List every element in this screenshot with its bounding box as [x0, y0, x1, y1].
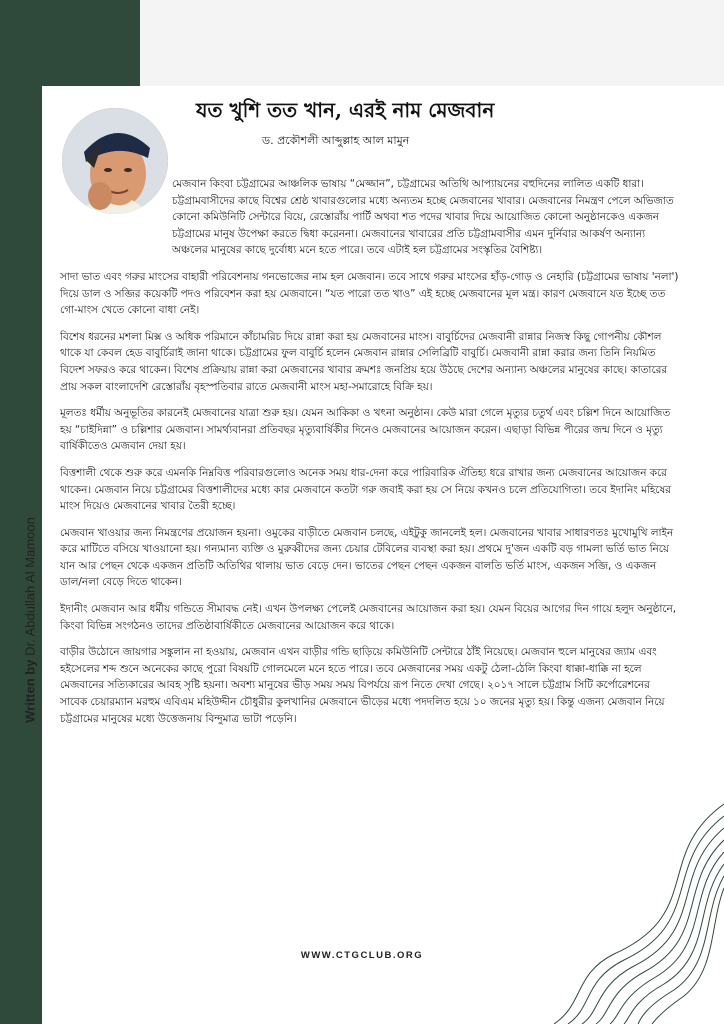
- paragraph-4: মূলতঃ ধর্মীয় অনুভূতির কারনেই মেজবানের যাত্রা শুরু হয়। যেমন আকিকা ও খৎনা অনুষ্ঠান। কেউ মারা গেলে মৃত্যুর চতুর্থ এবং চল্লিশ দিনে আয়োজিত হয় “চাইদিন্না” ও চল্লিশার মেজবান। সামর্থ্যবানরা প্রতিবছর মৃত্যুবার্ষিকীর দিনেও মেজবানের আয়োজন করেন। এছাড়া বিভিন্ন পীরের জন্ম দিনে ও মৃত্যু বার্ষিকীতেও মেজবান দেয়া হয়।: [60, 407, 671, 453]
- top-gray-band: [0, 0, 724, 86]
- author-name: ড. প্রকৌশলী আব্দুল্লাহ আল মামুন: [262, 134, 410, 147]
- footer-website: WWW.CTGCLUB.ORG: [300, 950, 424, 961]
- paragraph-1: মেজবান কিংবা চট্টগ্রামের আঞ্চলিক ভাষায় “মেজ্জান”, চট্টগ্রামের অতিথি আপ্যায়নের বহুদিনের লালিত একটি ধারা। চট্টগ্রামবাসীদের কাছে বিশ্বের শ্রেষ্ঠ খাবারগুলোর মধ্যে অন্যতম হচ্ছে মেজবানের খাবার। মেজবানের নিমন্ত্রণ পেলে অভিজাত কোনো কমিউনিটি সেন্টারে বিয়ে, রেস্তোরাঁয় পার্টি অথবা শত পদের খাবার দিয়ে আয়োজিত কোনো অনুষ্ঠানকেও একজন চট্টগ্রামের মানুষ উপেক্ষা করতে দ্বিধা করেননা। মেজবানের খাবারের প্রতি চট্টগ্রামবাসীর এমন দুর্নিবার আকর্ষণ অন্যান্য অঞ্চলের মানুষের কাছে দুর্বোধ্য মনে হতে পারে। তবে এটাই হল চট্টগ্রামের সংস্কৃতির বৈশিষ্ট্য।: [172, 178, 674, 257]
- paragraph-3: বিশেষ ধরনের মশলা মিক্স ও অধিক পরিমানে কাঁচামরিচ দিয়ে রান্না করা হয় মেজবানের মাংস। বাবুর্চিদের মেজবানী রান্নার নিজস্ব কিছু গোপনীয় কৌশল থাকে যা কেবল হেড বাবুর্চিরাই জানা থাকে। চট্টগ্রামের ফুল বাবুর্চি হলেন মেজবান রান্নার সেলিব্রিটি বাবুর্চি। মেজবানী রান্না করার জন্য তিনি নিয়মিত বিদেশ সফরও করে থাকেন। বিশেষ প্রক্রিয়ায় রান্না করা মেজবানের খাবার ক্রমশঃ জনপ্রিয় হয়ে উঠছে দেশের অন্যান্য অঞ্চলের মানুষের কাছে। কাতারের প্রায় সকল বাংলাদেশি রেস্তোরাঁয় বৃহস্পতিবার রাতে মেজবানী মাংস মহা-সমারোহে বিক্রি হয়।: [60, 330, 668, 393]
- decorative-wave-lines: [554, 794, 724, 1024]
- sidebar-credit: [10, 470, 50, 770]
- paragraph-5: বিত্তশালী থেকে শুরু করে এমনকি নিম্নবিত্ত পরিবারগুলোও অনেক সময় ধার-দেনা করে পারিবারিক ঐতিহ্য ধরে রাখার জন্য মেজবানের আয়োজন করে থাকেন। মেজবান নিয়ে চট্টগ্রামের বিত্তশালীদের মধ্যে কার মেজবানে কতটা গরু জবাই করা হয় সে নিয়ে কখনও চলে প্রতিযোগিতা। তবে ইদানিং মহিষের মাংস দিয়েও মেজবানের খাবার তৈরী হচ্ছে।: [60, 466, 671, 513]
- credit-name: Dr. Abdullah Al Mamoon: [22, 517, 38, 656]
- page-title: যত খুশি তত খান, এরই নাম মেজবান: [196, 98, 495, 122]
- paragraph-8: বাড়ীর উঠোনে জায়গার সঙ্কুলান না হওয়ায়, মেজবান এখন বাড়ীর গন্ডি ছাড়িয়ে কমিউনিটি সেন্টারে ঠাঁই নিয়েছে। মেজবান হুলে মানুষের জ্যাম এবং হইসেলের শব্দ শুনে অনেকের কাছে পুরো বিষয়টি গোলমেলে মনে হতে পারে। তবে মেজবানের সময় একটু ঠেলা-ঠেলি কিংবা ধাক্কা-ধাক্কি না হলে মেজবানের সত্যিকারের আবহ সৃষ্টি হয়না। অবশ্য মানুষের ভীড় সময় সময় বিপর্যয়ে রূপ নিতে দেখা গেছে। ২০১৭ সালে চট্টগ্রাম সিটি কর্পোরেশনের সাবেক চেয়ারম্যান মরহুম এবিএম মহিউদ্দীন চৌধুরীর কুলখানির মেজবানে ভীড়ের মধ্যে পদদলিত হয়ে ১০ জনের মৃত্যু হয়। কিন্তু এজন্য মেজবান নিয়ে চট্টগ্রামের মানুষের মধ্যে উত্তেজনায় বিন্দুমাত্র ভাটা পড়েনি।: [60, 646, 665, 725]
- top-green-corner: [0, 0, 140, 86]
- article-body: [60, 176, 680, 737]
- paragraph-6: মেজবান খাওয়ার জন্য নিমন্ত্রণের প্রয়োজন হয়না। ওমুকের বাড়ীতে মেজবান চলছে, এইটুকু জানলেই হল। মেজবানের খাবার সাধারণতঃ মুখোমুখি লাইন করে মাটিতে বসিয়ে খাওয়ানো হয়। গন্যমান্য ব্যক্তি ও মুরুব্বীদের জন্য চেয়ার টেবিলের ব্যবস্থা করা হয়। প্রথমে দু'জন একটি বড় গামলা ভর্তি ভাত নিয়ে যান আর পেছন থেকে একজন প্রতিটি অতিথির থালায় ভাত বেড়ে দেন। ভাতের পেছন পেছন একজন বালতি ভর্তি মাংস, একজন সব্জি, ও একজন ডাল/নলা বেড়ে দিতে থাকেন।: [60, 526, 674, 589]
- paragraph-2: সাদা ভাত এবং গরুর মাংসের বাহারী পরিবেশনায় গনভোজের নাম হল মেজবান। তবে সাথে গরুর মাংসের হাঁড়-গোড় ও নেহারি (চট্টগ্রামের ভাষায় 'নলা') দিয়ে ডাল ও সব্জির কয়েকটি পদও পরিবেশন করা হয় মেজবানে। “যত পারো তত খাও” এই হচ্ছে মেজবানের মূল মন্ত্র। কারণ মেজবানে যত ইচ্ছে তত গো-মাংস খেতে কোনো বাধা নেই।: [60, 270, 679, 317]
- credit-label: Written by: [22, 659, 38, 723]
- paragraph-7: ইদানীং মেজবান আর ধর্মীয় গন্ডিতে সীমাবদ্ধ নেই। এখন উপলক্ষ্য পেলেই মেজবানের আয়োজন করা হয়। যেমন বিয়ের আগের দিন গায়ে হলুদ অনুষ্ঠানে, কিংবা বিভিন্ন সংগঠনও তাদের প্রতিষ্ঠাবার্ষিকীতে মেজবানের আয়োজন করে থাকে।: [60, 603, 677, 632]
